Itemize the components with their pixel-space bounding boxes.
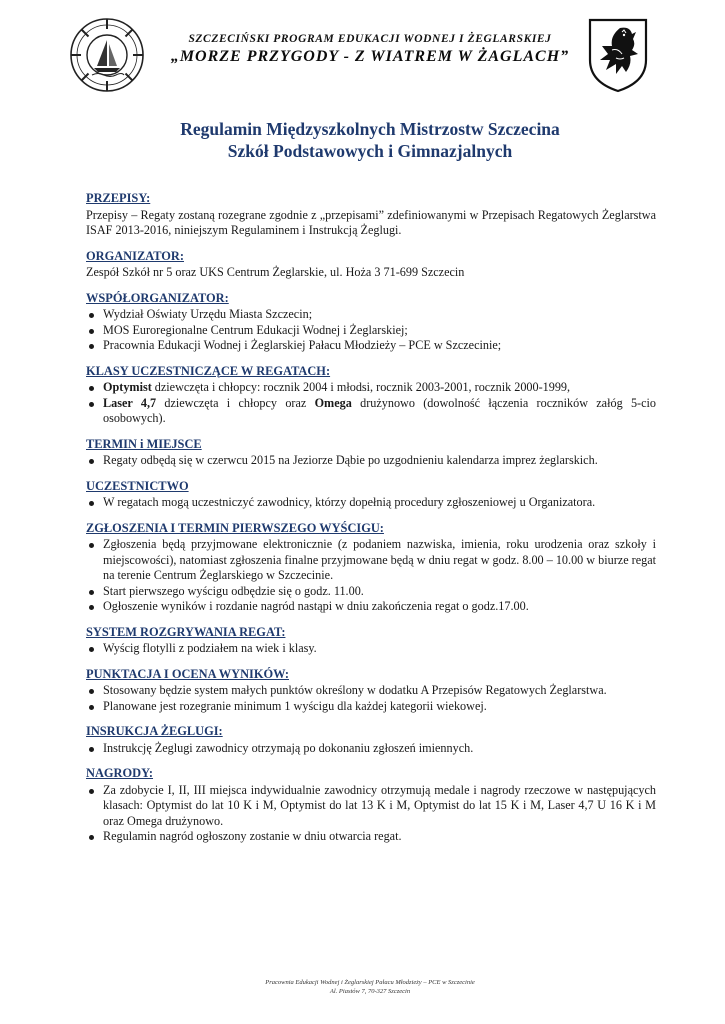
document-content [86,191,656,855]
list-item [86,396,656,427]
program-name: SZCZECIŃSKI PROGRAM EDUKACJI WODNEJ I ŻEGLARSKIEJ [188,33,552,45]
list-item: Pracownia Edukacji Wodnej i Żeglarskiej Pałacu Młodzieży – PCE w Szczecinie; [86,338,656,354]
bullet-list [86,453,656,469]
section-heading: PRZEPISY: [86,191,151,205]
section-instrukcja [86,724,656,756]
footer-line-2: Al. Piastów 7, 70-327 Szczecin [329,988,411,995]
section-nagrody [86,766,656,845]
list-item: Regulamin nagród ogłoszony zostanie w dniu otwarcia regat. [86,829,656,845]
section-heading: WSPÓŁORGANIZATOR: [86,290,229,305]
section-heading: ZGŁOSZENIA I TERMIN PIERWSZEGO WYŚCIGU: [86,520,384,535]
section-uczestnictwo [86,479,656,511]
program-motto: „MORZE PRZYGODY - Z WIATREM W ŻAGLACH” [170,48,570,65]
section-przepisy [86,191,656,239]
section-organizator [86,249,656,281]
section-system [86,625,656,657]
section-text: Zespół Szkół nr 5 oraz UKS Centrum Żeglarskie, ul. Hoża 3 71-699 Szczecin [86,265,465,279]
list-item: Wyścig flotylli z podziałem na wiek i klasy. [86,641,656,657]
list-item [86,380,656,396]
class-name: Laser 4,7 [103,395,157,410]
section-zgloszenia [86,521,656,615]
list-item: MOS Euroregionalne Centrum Edukacji Wodnej i Żeglarskiej; [86,323,656,339]
section-wspolorganizator [86,291,656,354]
list-item: Wydział Oświaty Urzędu Miasta Szczecin; [86,307,656,323]
list-item: Ogłoszenie wyników i rozdanie nagród nastąpi w dniu zakończenia regat o godz.17.00. [86,599,656,615]
list-item: W regatach mogą uczestniczyć zawodnicy, którzy dopełnią procedury zgłoszeniowej u Organizatora. [86,495,656,511]
bullet-list [86,741,656,757]
list-item: Instrukcję Żeglugi zawodnicy otrzymają po dokonaniu zgłoszeń imiennych. [86,741,656,757]
section-heading: PUNKTACJA I OCENA WYNIKÓW: [86,666,289,681]
bullet-list [86,683,656,714]
list-item: Regaty odbędą się w czerwcu 2015 na Jeziorze Dąbie po uzgodnieniu kalendarza imprez żeglarskich. [86,453,656,469]
title-line-1: Regulamin Międzyszkolnych Mistrzostw Szczecina [180,119,560,139]
page-footer [200,978,540,996]
bullet-list [86,783,656,845]
section-heading: INSRUKCJA ŻEGLUGI: [86,724,223,738]
section-punktacja [86,667,656,715]
class-name: Omega [314,395,352,410]
class-name: Optymist [103,380,152,394]
bullet-list [86,495,656,511]
list-item: Start pierwszego wyścigu odbędzie się o godz. 11.00. [86,584,656,600]
document-title [80,118,660,162]
footer-line-1: Pracownia Edukacji Wodnej i Żeglarskiej Pałacu Młodzieży – PCE w Szczecinie [265,979,475,986]
bullet-list [86,307,656,354]
list-item: Planowane jest rozegranie minimum 1 wyścigu dla każdej kategorii wiekowej. [86,699,656,715]
section-heading: NAGRODY: [86,766,154,780]
class-description: dziewczęta i chłopcy: rocznik 2004 i młodsi, rocznik 2003-2001, rocznik 2000-1999, [151,380,571,394]
bullet-list [86,641,656,657]
program-emblem-icon [68,16,146,94]
section-heading: UCZESTNICTWO [86,478,189,493]
section-heading: KLASY UCZESTNICZĄCE W REGATACH: [86,363,331,378]
class-description: dziewczęta i chłopcy oraz [156,395,315,410]
list-item: Za zdobycie I, II, III miejsca indywidualnie zawodnicy otrzymują medale i nagrody rzeczowe w następujących klasach: Optymist do lat 10 K i M, Optymist do lat 13 K i M, Optymist do lat 15 K i M, Laser 4,7 U 16 K i M oraz Omega drużynowo. [86,783,656,830]
section-heading: ORGANIZATOR: [86,248,184,263]
class-description: drużynowo (dowolność łączenia roczników załóg 5-cio osobowych). [103,395,656,425]
section-klasy [86,364,656,427]
section-text: Przepisy – Regaty zostaną rozegrane zgodnie z „przepisami” zdefiniowanymi w Przepisach Regatowych Żeglarstwa ISAF 2013-2016, niniejszym Regulaminem i Instrukcją Żeglugi. [86,207,656,237]
section-termin [86,437,656,469]
list-item: Stosowany będzie system małych punktów określony w dodatku A Przepisów Regatowych Żeglarstwa. [86,683,656,699]
list-item: Zgłoszenia będą przyjmowane elektronicznie (z podaniem nazwiska, imienia, roku urodzenia oraz szkoły i miejscowości), natomiast zgłoszenia finalne przyjmowane będą w dniu regat w godz. 8.00 – 10.00 w biurze regat na terenie Centrum Żeglarskiego w Szczecinie. [86,537,656,584]
section-heading: TERMIN i MIEJSCE [86,436,202,451]
bullet-list [86,380,656,427]
city-crest-icon [586,14,650,94]
title-line-2: Szkół Podstawowych i Gimnazjalnych [227,141,513,161]
section-heading: SYSTEM ROZGRYWANIA REGAT: [86,624,286,639]
bullet-list [86,537,656,615]
